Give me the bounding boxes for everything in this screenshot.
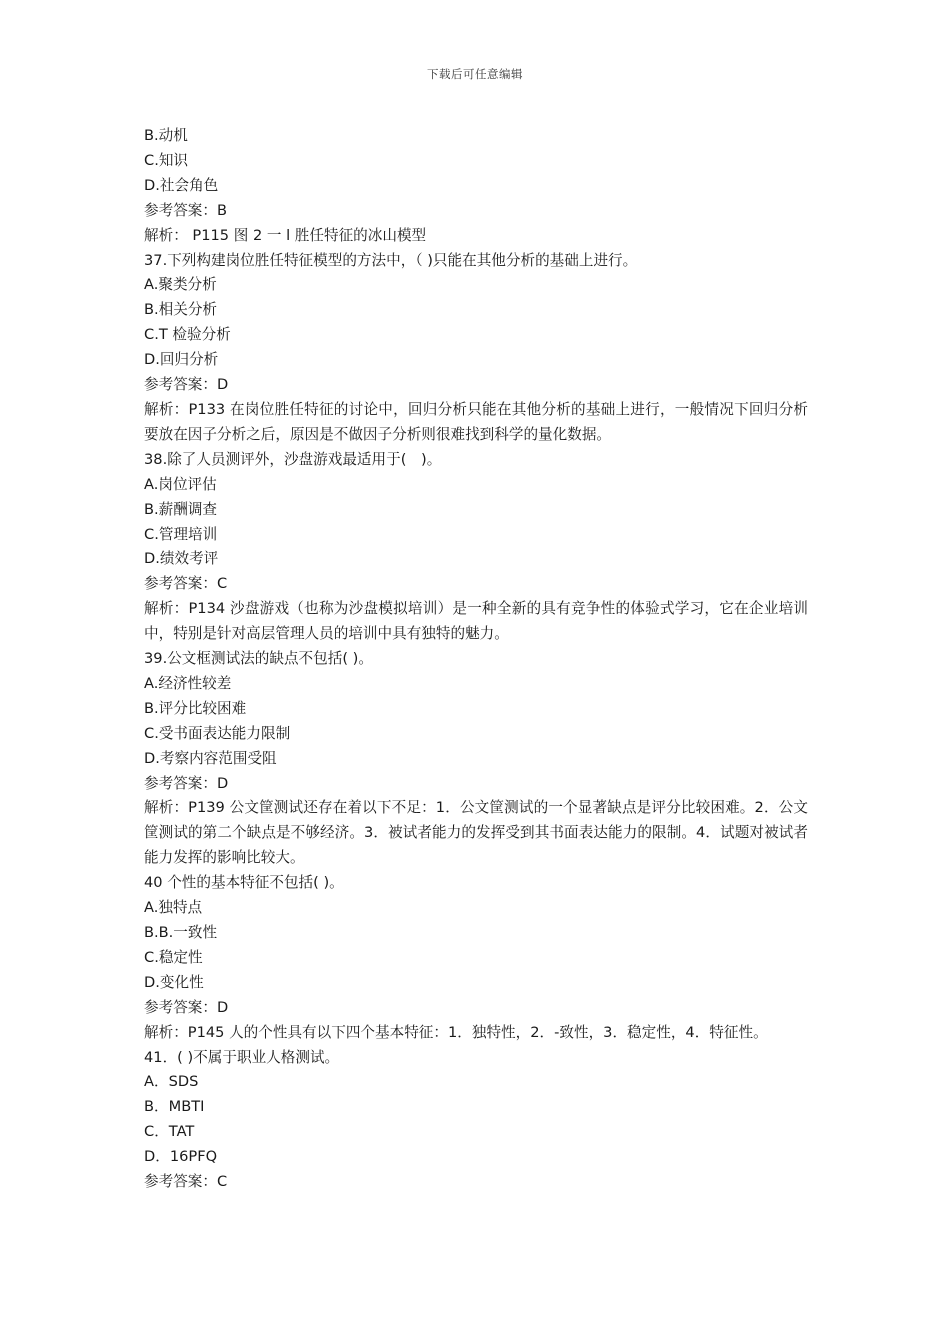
option-d-line: D.变化性: [144, 973, 204, 991]
option-d-line: D.绩效考评: [144, 550, 219, 568]
analysis-paragraph: 解析：P134 沙盘游戏（也称为沙盘模拟培训）是一种全新的具有竞争性的体验式学习，它在企业培训中，特别是针对高层管理人员的培训中具有独特的魅力。: [144, 600, 808, 643]
option-b-line: B．MBTI: [144, 1098, 205, 1116]
question-38: 38.除了人员测评外，沙盘游戏最适用于( )。: [144, 450, 442, 468]
option-c-line: C.管理培训: [144, 525, 218, 543]
page-header: 下载后可任意编辑: [427, 67, 523, 81]
option-d-line: D.考察内容范围受阻: [144, 749, 277, 767]
document-body: [144, 124, 808, 1195]
analysis-paragraph: 解析：P145 人的个性具有以下四个基本特征：1．独特性，2．-致性，3．稳定性，4．特征性。: [144, 1023, 768, 1041]
option-a-line: A.经济性较差: [144, 674, 232, 692]
question-39: 39.公文框测试法的缺点不包括( )。: [144, 650, 373, 668]
option-b-line: B.薪酬调查: [144, 500, 218, 518]
analysis-paragraph: 解析：P133 在岗位胜任特征的讨论中，回归分析只能在其他分析的基础上进行，一般情况下回归分析要放在因子分析之后，原因是不做因子分析则很难找到科学的量化数据。: [144, 400, 808, 443]
answer-line: 参考答案：C: [144, 575, 228, 593]
question-41: 41．( )不属于职业人格测试。: [144, 1048, 340, 1066]
answer-line: 参考答案：D: [144, 774, 229, 792]
option-c-line: C.稳定性: [144, 948, 203, 966]
option-d-line: D.社会角色: [144, 176, 219, 194]
answer-line: 参考答案：D: [144, 376, 229, 394]
option-a-line: A.独特点: [144, 899, 203, 917]
analysis-line: 解析： P115 图 2 一 l 胜任特征的冰山模型: [144, 226, 427, 244]
option-b-line: B.B.一致性: [144, 924, 218, 941]
option-c-line: C.受书面表达能力限制: [144, 724, 291, 742]
option-b-line: B.评分比较困难: [144, 699, 247, 717]
question-37: 37.下列构建岗位胜任特征模型的方法中，（ )只能在其他分析的基础上进行。: [144, 251, 638, 269]
answer-line: 参考答案：B: [144, 201, 227, 219]
option-c-line: C.知识: [144, 151, 189, 169]
answer-line: 参考答案：D: [144, 998, 229, 1016]
option-d-line: D．16PFQ: [144, 1148, 218, 1166]
question-40: 40 个性的基本特征不包括( )。: [144, 874, 344, 892]
option-a-line: A．SDS: [144, 1073, 199, 1091]
option-c-line: C.T 检验分析: [144, 326, 231, 344]
option-a-line: A.岗位评估: [144, 475, 217, 493]
option-d-line: D.回归分析: [144, 351, 219, 369]
analysis-paragraph: 解析：P139 公文筐测试还存在着以下不足：1．公文筐测试的一个显著缺点是评分比较困难。2．公文筐测试的第二个缺点是不够经济。3．被试者能力的发挥受到其书面表达能力的限制。4．试题对被试者能力发挥的影响比较大。: [144, 799, 808, 867]
answer-line: 参考答案：C: [144, 1173, 228, 1191]
option-b-line: B.相关分析: [144, 301, 218, 319]
option-b-line: B.动机: [144, 127, 188, 144]
option-c-line: C．TAT: [144, 1123, 195, 1141]
option-a-line: A.聚类分析: [144, 276, 217, 294]
